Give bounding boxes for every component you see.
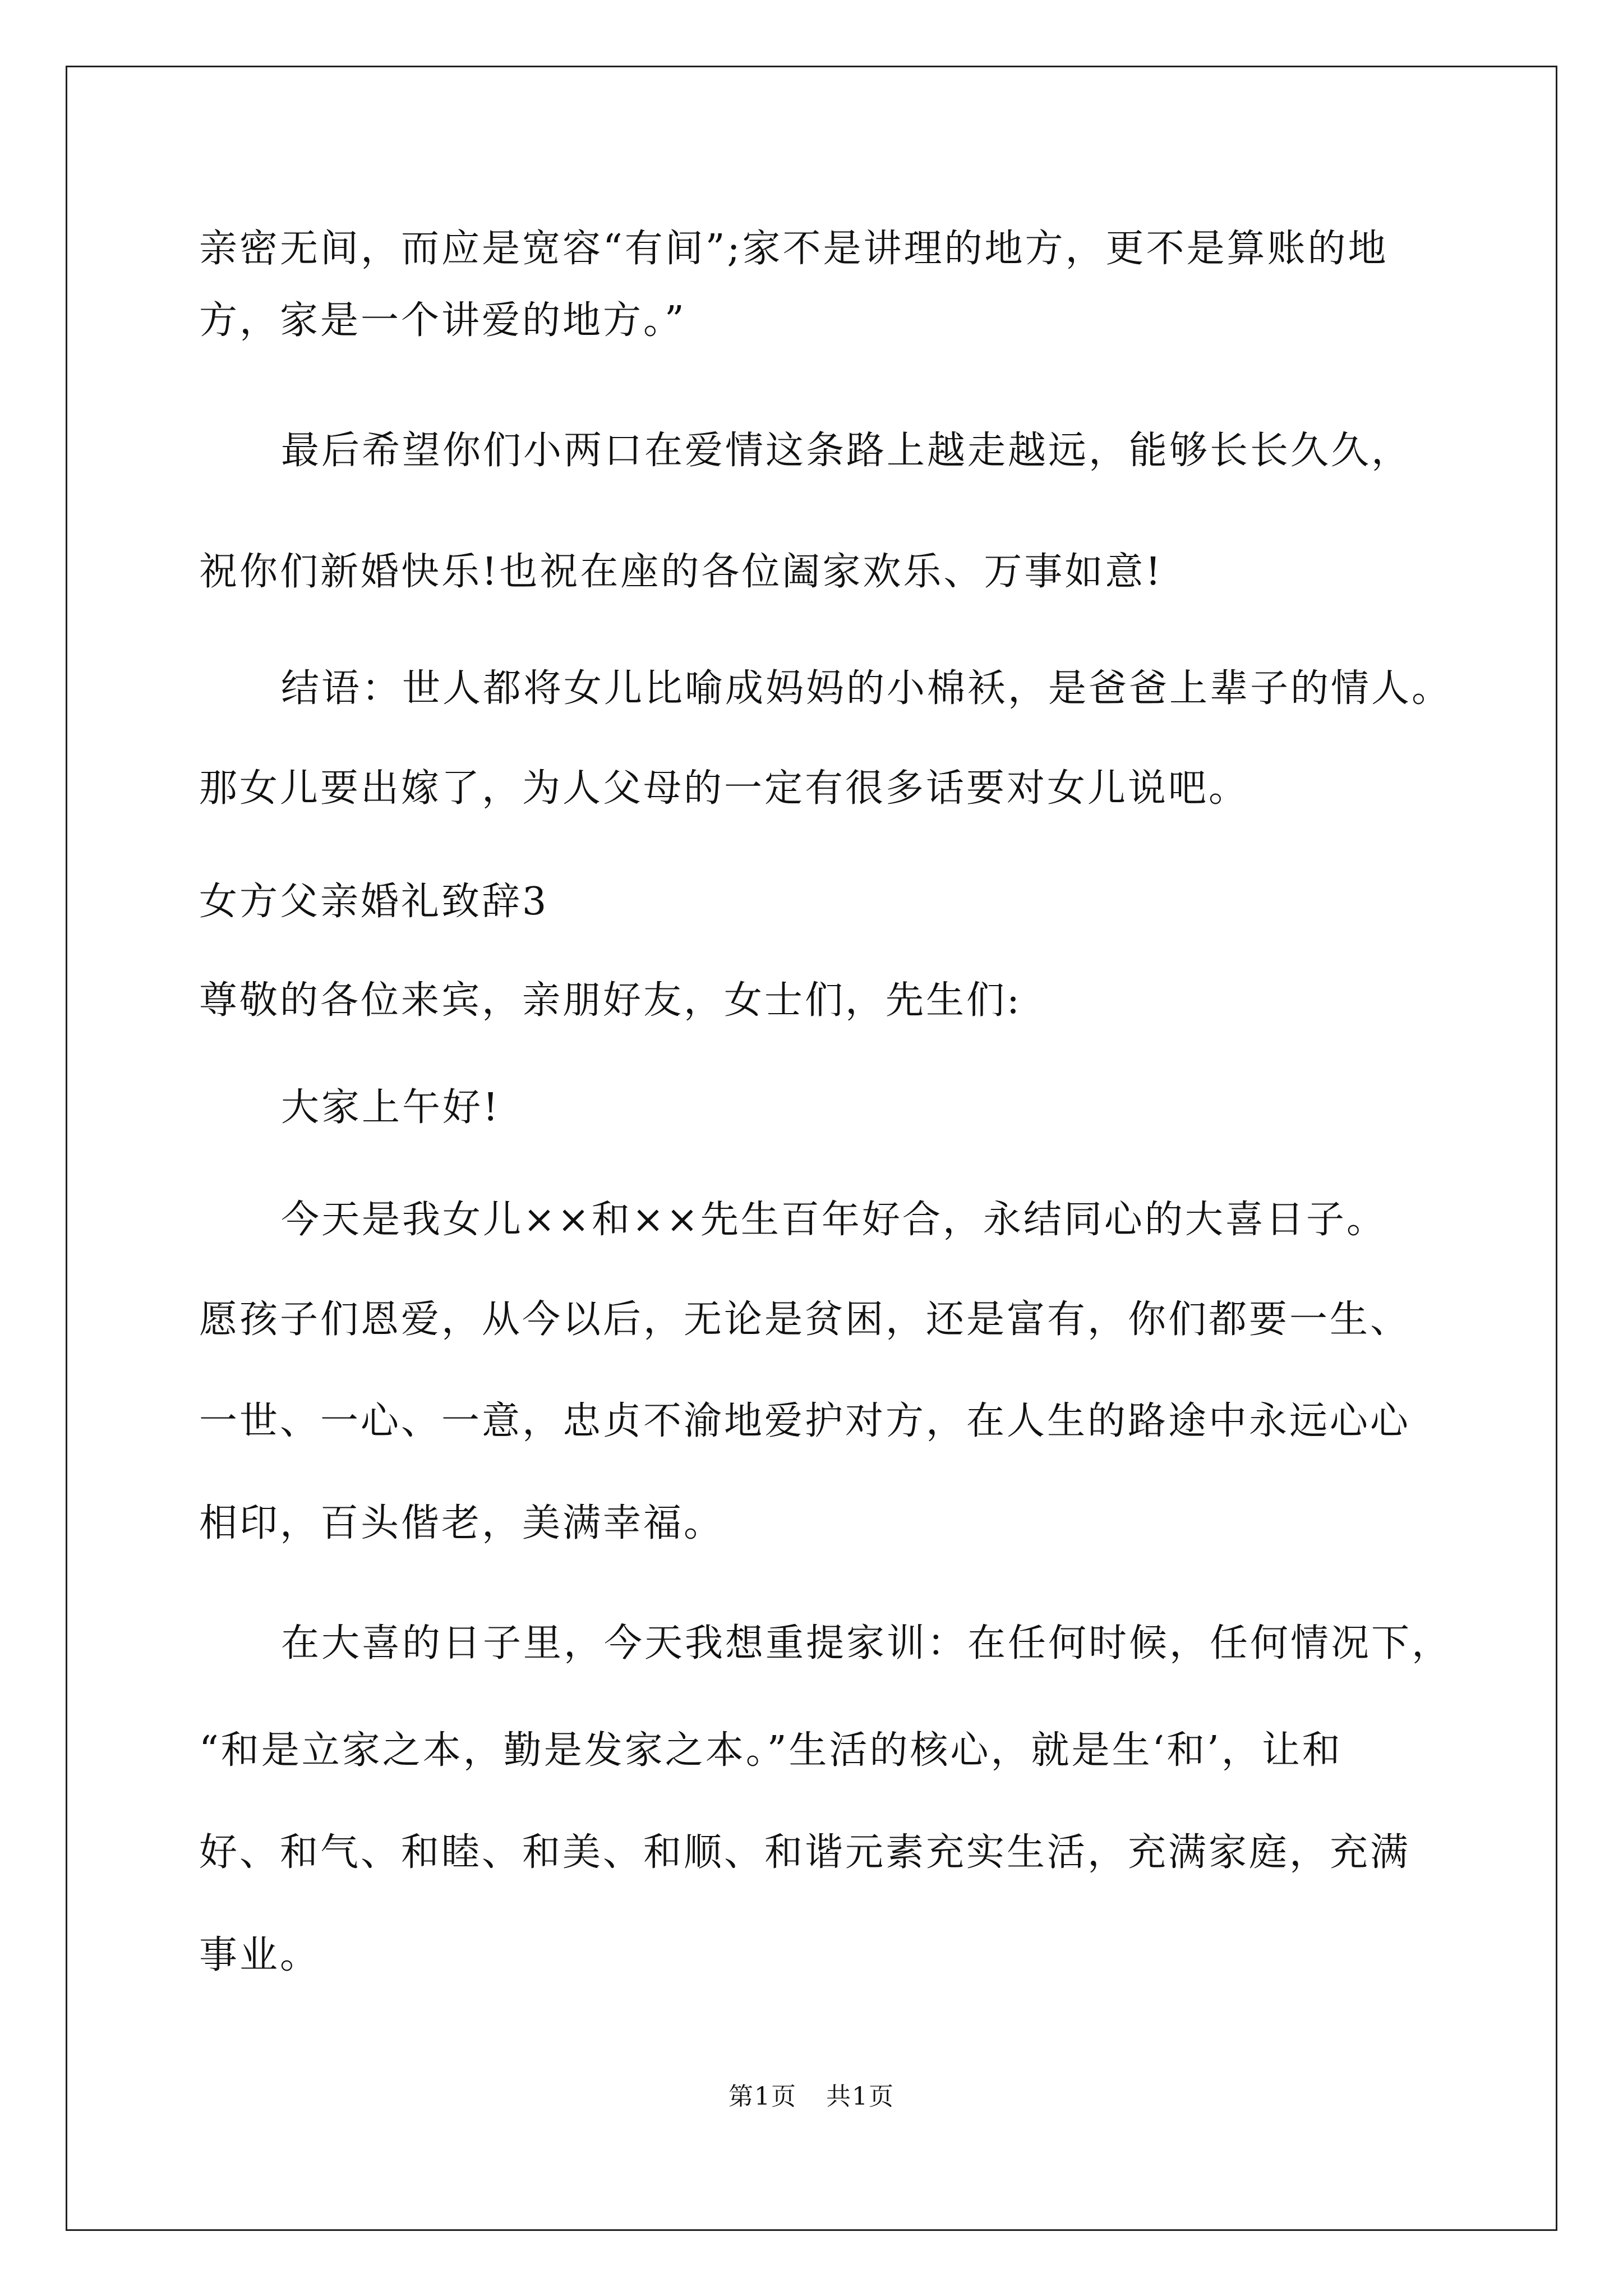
paragraph-start: 在大喜的日子里，今天我想重提家训：在任何时候，任何情况下， — [281, 1621, 1453, 1665]
text-line: 祝你们新婚快乐!也祝在座的各位阖家欢乐、万事如意! — [199, 550, 1163, 594]
text-line: 事业。 — [199, 1933, 321, 1977]
text-line: 一世、一心、一意，忠贞不渝地爱护对方，在人生的路途中永远心心 — [199, 1399, 1411, 1443]
paragraph-start: 今天是我女儿××和××先生百年好合，永结同心的大喜日子。 — [281, 1198, 1387, 1242]
paragraph-start: 最后希望你们小两口在爱情这条路上越走越远，能够长长久久， — [281, 429, 1412, 473]
page-total: 共1页 — [826, 2082, 895, 2111]
paragraph-start: 结语：世人都将女儿比喻成妈妈的小棉袄，是爸爸上辈子的情人。 — [281, 666, 1453, 711]
salutation: 尊敬的各位来宾，亲朋好友，女士们，先生们: — [199, 978, 1022, 1023]
text-line: 亲密无间，而应是宽容“有间”;家不是讲理的地方，更不是算账的地 — [199, 227, 1389, 271]
text-line: 方，家是一个讲爱的地方。” — [199, 298, 686, 343]
page-number: 第1页 — [728, 2082, 797, 2111]
text-line: 相印，百头偕老，美满幸福。 — [199, 1501, 725, 1545]
text-line: 愿孩子们恩爱，从今以后，无论是贫困，还是富有，你们都要一生、 — [199, 1297, 1411, 1342]
page-border — [66, 66, 1557, 2231]
greeting: 大家上午好! — [281, 1085, 501, 1130]
page-footer — [0, 2081, 1623, 2113]
text-line: 好、和气、和睦、和美、和顺、和谐元素充实生活，充满家庭，充满 — [199, 1830, 1411, 1875]
section-heading: 女方父亲婚礼致辞3 — [199, 880, 549, 924]
text-line: “和是立家之本，勤是发家之本。”生活的核心，就是生‘和’，让和 — [199, 1728, 1343, 1773]
text-line: 那女儿要出嫁了，为人父母的一定有很多话要对女儿说吧。 — [199, 766, 1249, 811]
